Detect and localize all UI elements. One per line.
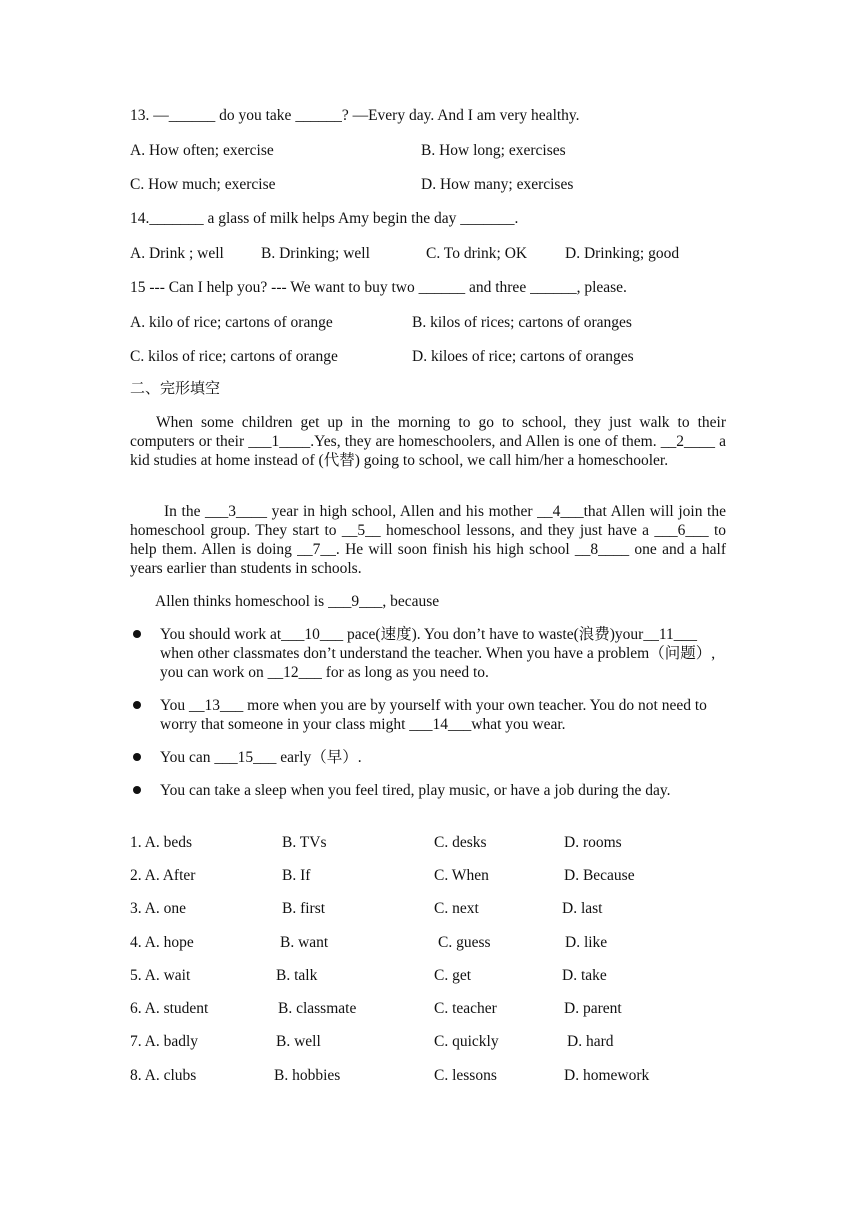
answer-3-b: B. first: [282, 900, 326, 917]
q15-option-c: C. kilos of rice; cartons of orange: [130, 348, 338, 365]
section-title: 二、完形填空: [130, 379, 221, 397]
answer-2-b: B. If: [282, 867, 311, 884]
question-15-stem: 15 --- Can I help you? --- We want to buy two ______ and three ______, please.: [130, 279, 627, 296]
answer-3-d: D. last: [562, 900, 603, 917]
answer-2-c: C. When: [434, 867, 489, 884]
q15-option-a: A. kilo of rice; cartons of orange: [130, 314, 333, 331]
answer-1-b: B. TVs: [282, 834, 327, 851]
answer-6-c: C. teacher: [434, 1000, 497, 1017]
answer-5-c: C. get: [434, 967, 472, 984]
q14-option-b: B. Drinking; well: [261, 245, 370, 262]
answer-6-b: B. classmate: [278, 1000, 357, 1017]
q14-option-c: C. To drink; OK: [426, 245, 528, 262]
q14-option-a: A. Drink ; well: [130, 245, 224, 262]
q13-option-b: B. How long; exercises: [421, 142, 566, 159]
answer-1-a: 1. A. beds: [130, 834, 192, 851]
answer-1-c: C. desks: [434, 834, 487, 851]
answer-1-d: D. rooms: [564, 834, 622, 851]
q13-option-d: D. How many; exercises: [421, 176, 574, 193]
answer-2-a: 2. A. After: [130, 867, 196, 884]
passage-paragraph-2: In the ___3____ year in high school, Allen and his mother __4___that Allen will join the homeschool group. They start to __5__ homeschool lessons, and they just have a ___6___ to help them. Allen is doing __7__. He will soon finish his high school __8____ one and a half years earlier than students in schools.: [130, 503, 726, 577]
bullet-icon: [133, 753, 141, 761]
q15-option-d: D. kiloes of rice; cartons of oranges: [412, 348, 634, 365]
q14-option-d: D. Drinking; good: [565, 245, 680, 262]
answer-4-a: 4. A. hope: [130, 934, 194, 951]
question-14-stem: 14._______ a glass of milk helps Amy begin the day _______.: [130, 210, 519, 227]
q13-option-c: C. How much; exercise: [130, 176, 276, 193]
question-13-stem: 13. —______ do you take ______? —Every day. And I am very healthy.: [130, 107, 580, 124]
answer-8-d: D. homework: [564, 1067, 650, 1084]
answer-7-c: C. quickly: [434, 1033, 499, 1050]
answer-8-b: B. hobbies: [274, 1067, 341, 1084]
bullet-item: You __13___ more when you are by yourself with your own teacher. You do not need to worry that someone in your class might ___14___what you wear.: [160, 697, 707, 733]
q13-option-a: A. How often; exercise: [130, 142, 274, 159]
passage-paragraph-3: Allen thinks homeschool is ___9___, because: [155, 593, 440, 610]
answer-3-a: 3. A. one: [130, 900, 186, 917]
q15-option-b: B. kilos of rices; cartons of oranges: [412, 314, 632, 331]
bullet-icon: [133, 701, 141, 709]
bullet-item: You can take a sleep when you feel tired, play music, or have a job during the day.: [160, 782, 671, 799]
answer-6-d: D. parent: [564, 1000, 622, 1017]
passage-paragraph-1: When some children get up in the morning to go to school, they just walk to their computers or their ___1____.Yes, they are homeschoolers, and Allen is one of them. __2____ a kid studies at home instead of (代替) going to school, we call him/her a homeschooler.: [130, 414, 726, 469]
answer-7-b: B. well: [276, 1033, 321, 1050]
answer-4-b: B. want: [280, 934, 329, 951]
answer-2-d: D. Because: [564, 867, 635, 884]
bullet-item: You should work at___10___ pace(速度). You don’t have to waste(浪费)your__11___ when other classmates don’t understand the teacher. When you have a problem（问题）, you can work on __12___ for as long as you need to.: [160, 626, 716, 681]
answer-8-a: 8. A. clubs: [130, 1067, 197, 1084]
answer-3-c: C. next: [434, 900, 479, 917]
answer-5-a: 5. A. wait: [130, 967, 191, 984]
bullet-icon: [133, 630, 141, 638]
answer-6-a: 6. A. student: [130, 1000, 209, 1017]
answer-4-d: D. like: [565, 934, 608, 951]
bullet-item: You can ___15___ early（早）.: [160, 749, 362, 766]
answer-5-d: D. take: [562, 967, 607, 984]
answer-4-c: C. guess: [438, 934, 491, 951]
answer-8-c: C. lessons: [434, 1067, 497, 1084]
answer-5-b: B. talk: [276, 967, 318, 984]
answer-7-a: 7. A. badly: [130, 1033, 199, 1050]
bullet-icon: [133, 786, 141, 794]
answer-7-d: D. hard: [567, 1033, 614, 1050]
